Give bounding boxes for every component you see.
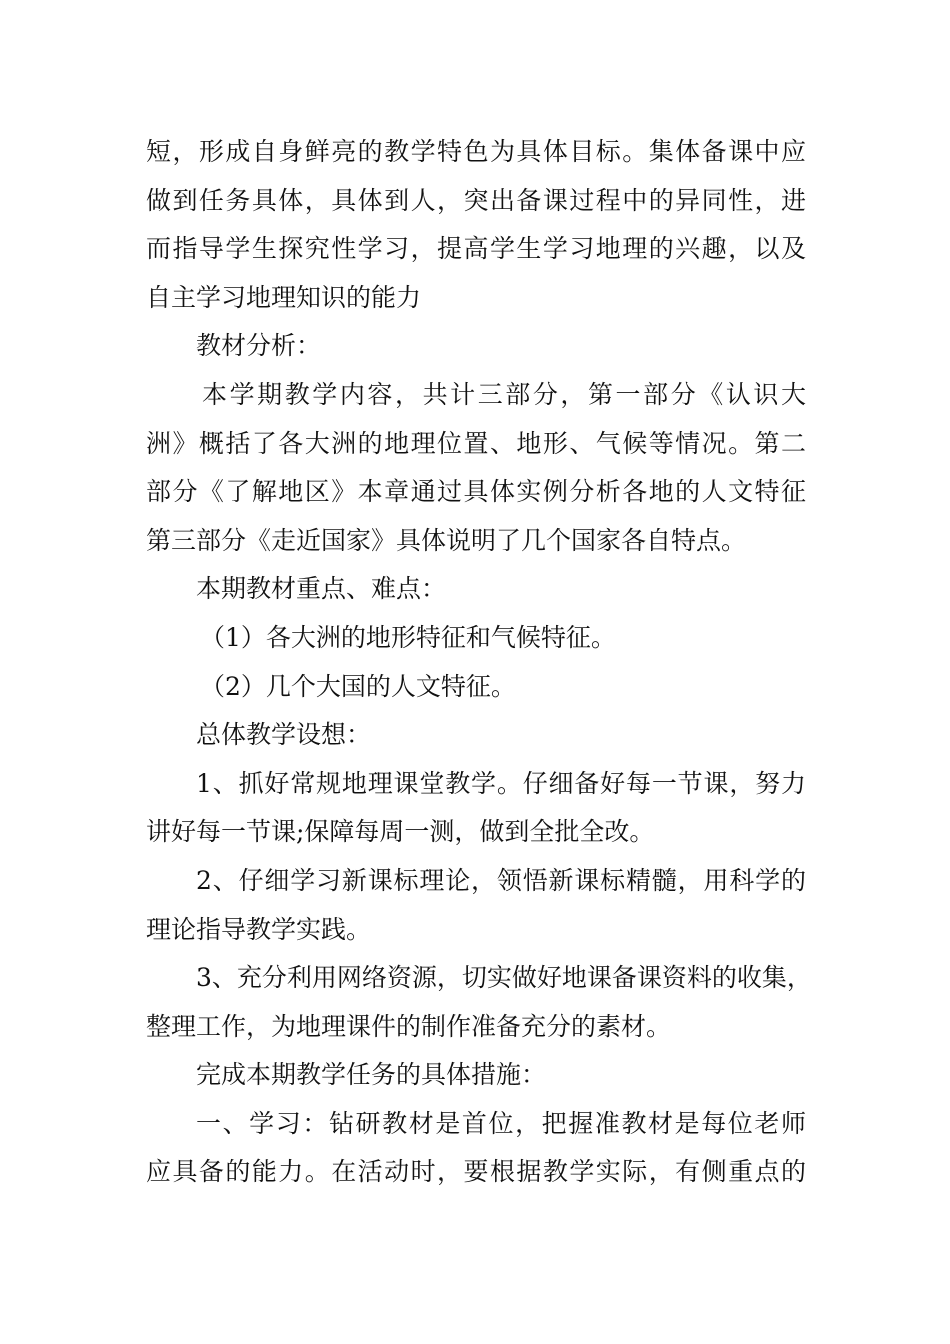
list-item: 2、仔细学习新课标理论，领悟新课标精髓，用科学的 [196, 865, 806, 895]
body-line: 整理工作，为地理课件的制作准备充分的素材。 [146, 1011, 672, 1041]
body-line: 部分《了解地区》本章通过具体实例分析各地的人文特征 [146, 477, 806, 507]
body-line: 第三部分《走近国家》具体说明了几个国家各自特点。 [146, 525, 747, 555]
list-item: （1）各大洲的地形特征和气候特征。 [200, 622, 616, 652]
body-line: 洲》概括了各大洲的地理位置、地形、气候等情况。第二 [146, 428, 806, 458]
list-item: 3、充分利用网络资源，切实做好地课备课资料的收集， [196, 963, 812, 993]
body-line: 自主学习地理知识的能力 [146, 282, 422, 312]
document-body [146, 128, 812, 1197]
list-item: 1、抓好常规地理课堂教学。仔细备好每一节课，努力 [196, 768, 806, 798]
body-line: 理论指导教学实践。 [146, 914, 372, 944]
section-heading-textbook-analysis: 教材分析： [196, 331, 322, 361]
body-line: 讲好每一节课;保障每周一测，做到全批全改。 [146, 817, 655, 847]
section-heading-measures: 完成本期教学任务的具体措施： [196, 1060, 547, 1090]
body-line: 短，形成自身鲜亮的教学特色为具体目标。集体备课中应 [146, 137, 806, 166]
body-line: 本学期教学内容，共计三部分，第一部分《认识大 [202, 379, 806, 409]
list-item: （2）几个大国的人文特征。 [200, 671, 516, 701]
list-item: 一、学习：钻研教材是首位，把握准教材是每位老师 [196, 1108, 806, 1138]
body-line: 而指导学生探究性学习，提高学生学习地理的兴趣，以及 [146, 234, 806, 264]
body-line: 做到任务具体，具体到人，突出备课过程中的异同性，进 [146, 185, 806, 215]
section-heading-key-points: 本期教材重点、难点： [196, 574, 447, 604]
body-line: 应具备的能力。在活动时，要根据教学实际，有侧重点的 [146, 1157, 806, 1187]
section-heading-overall-plan: 总体教学设想： [196, 720, 372, 750]
